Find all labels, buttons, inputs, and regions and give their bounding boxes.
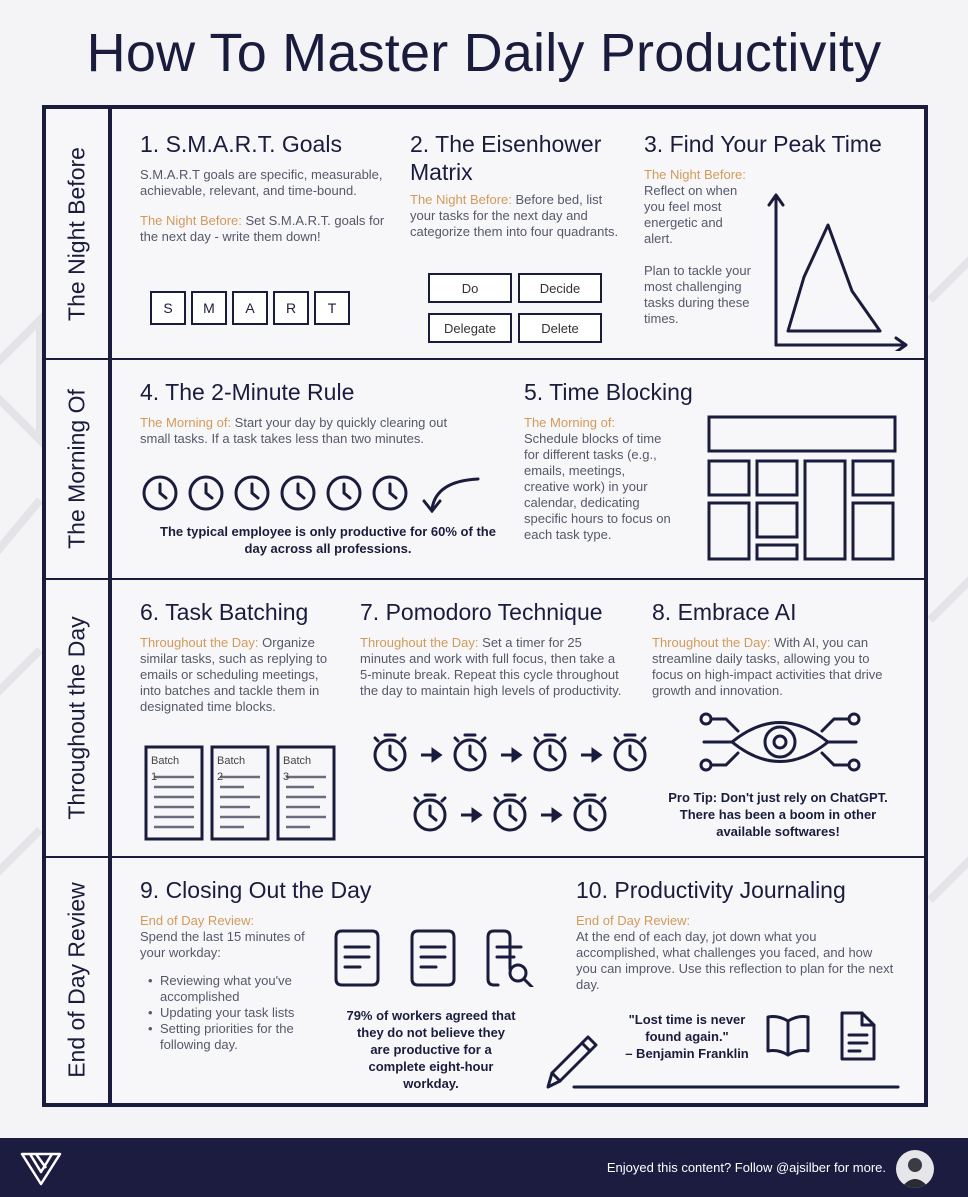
tip-text: Spend the last 15 minutes of your workday: [140,928,305,960]
calendar-blocks-icon [706,413,902,565]
quote-text: "Lost time is never found again." [628,1012,746,1044]
stopwatch-icon [535,735,565,770]
section-divider [46,578,924,580]
pomodoro-section [360,599,624,699]
timing-label: The Night Before: [140,212,242,228]
section-title: 10. Productivity Journaling [576,877,846,903]
section-body: S.M.A.R.T goals are specific, measurable, achievable, relevant, and time-bound. [140,166,383,198]
list-item: • Reviewing what you've accomplished [140,973,308,1005]
timing-label: Throughout the Day: [652,634,771,650]
rail-morning-of [46,359,112,579]
rail-throughout-day [46,579,112,857]
quadrant-delegate: Delegate [428,313,512,343]
stopwatch-icon [615,735,645,770]
rail-label: The Morning Of [63,389,90,549]
avatar-icon [896,1150,934,1188]
section-tip [652,635,904,699]
journaling-section [576,877,896,993]
section-title: 7. Pomodoro Technique [360,599,603,625]
timing-label: End of Day Review: [140,912,255,928]
rail-label: End of Day Review [63,882,90,1078]
embrace-ai-section [652,599,904,699]
stopwatch-icon [375,735,405,770]
quote-author: – Benjamin Franklin [625,1046,749,1061]
quadrant-decide: Decide [518,273,602,303]
clock-icons-row [138,471,508,513]
tip-text: Reflect on when you feel most energetic and alert. [644,182,738,246]
list-item: • Updating your task lists [140,1005,308,1021]
eisenhower-section [410,131,630,240]
peak-chart-icon [764,189,910,351]
time-blocking-section [524,379,724,543]
page-title: How To Master Daily Productivity [86,23,882,83]
section-title: 2. The Eisenhower Matrix [410,131,602,185]
timing-label: The Morning of: [524,414,616,430]
tip-text: Schedule blocks of time for different tasks (e.g., emails, meetings, creative work) in your calendar, dedicating specific hours to focus on each task type. [524,430,671,542]
smart-goals-section [140,131,390,245]
closing-day-section [140,877,372,1053]
timing-label: The Morning of: [140,414,232,430]
rail-label: Throughout the Day [63,616,90,820]
quadrant-do: Do [428,273,512,303]
batch-label: Batch 3 [283,755,312,783]
tip-text: Start your day by quickly clearing out small tasks. If a task takes less than two minutes. [140,414,448,446]
timing-label: The Night Before: [644,166,746,182]
smart-letter: S [150,291,186,325]
stopwatch-icon [495,795,525,830]
section-title: 9. Closing Out the Day [140,877,372,903]
section-title: 6. Task Batching [140,599,309,625]
smart-letter: A [232,291,268,325]
section-tip [140,415,470,447]
stopwatch-icon [455,735,485,770]
footer-bar [0,1138,968,1197]
section-title: 1. S.M.A.R.T. Goals [140,131,342,157]
tip-text: Set a timer for 25 minutes and work with full focus, then take a 5-minute break. Repeat this cycle throughout the day to maintain high levels of productivity. [360,634,622,698]
smart-letter: M [191,291,227,325]
tip-text: Organize similar tasks, such as replying to emails or scheduling meetings, into batches and tackle them in designated time blocks. [140,634,328,714]
stopwatch-icon [415,795,445,830]
timing-label: The Night Before: [410,192,512,208]
section-divider [46,856,924,858]
list-item: • Setting priorities for the following day. [140,1021,308,1053]
follow-text: Enjoyed this content? Follow @ajsilber for more. [606,1160,886,1175]
rail-night-before [46,109,112,359]
section-title: 5. Time Blocking [524,379,693,405]
section-tip [410,192,630,240]
clock-icon [144,477,478,511]
workers-stat: 79% of workers agreed that they do not believe they are productive for a complete eight-hour workday. [346,1008,516,1091]
tip-text: At the end of each day, jot down what you accomplished, what challenges you faced, and how you can improve. Use this reflection to plan for the next day. [576,928,894,992]
smart-letter: T [314,291,350,325]
section-title: 8. Embrace AI [652,599,797,625]
rail-label: The Night Before [63,147,90,321]
ai-eye-icon [696,707,864,777]
stopwatch-icon [575,795,605,830]
main-frame [42,105,928,1107]
logo-icon [20,1150,62,1186]
task-batching-section [140,599,340,715]
tip-text: Before bed, list your tasks for the next day and categorize them into four quadrants. [410,192,619,240]
smart-letter: R [273,291,309,325]
rail-end-of-day [46,857,112,1103]
pro-tip: Pro Tip: Don't just rely on ChatGPT. There has been a boom in other available softwares! [668,790,888,839]
timing-label: End of Day Review: [576,912,691,928]
tip-text: Plan to tackle your most challenging tasks during these times. [644,262,751,326]
checklist-icons [332,927,542,987]
productivity-stat: The typical employee is only productive for 60% of the day across all professions. [160,524,496,556]
section-tip [140,213,390,245]
section-title: 4. The 2-Minute Rule [140,379,355,405]
batch-label: Batch 2 [217,755,246,783]
closing-bullets [140,973,308,1053]
section-divider [46,358,924,360]
batch-label: Batch 1 [151,755,180,783]
section-tip [360,635,624,699]
two-minute-section [140,379,470,447]
smart-letters [150,291,355,325]
quadrant-delete: Delete [518,313,602,343]
avatar[interactable] [896,1150,934,1188]
timing-label: Throughout the Day: [140,634,259,650]
section-title: 3. Find Your Peak Time [644,131,882,157]
tip-text: Set S.M.A.R.T. goals for the next day - write them down! [140,212,385,244]
pencil-icon [538,1029,902,1095]
tip-text: With AI, you can streamline daily tasks, allowing you to focus on high-impact activities that drive growth and innovation. [652,634,883,698]
timing-label: Throughout the Day: [360,634,479,650]
pomodoro-timers-icon [364,729,654,839]
section-tip [140,635,340,715]
